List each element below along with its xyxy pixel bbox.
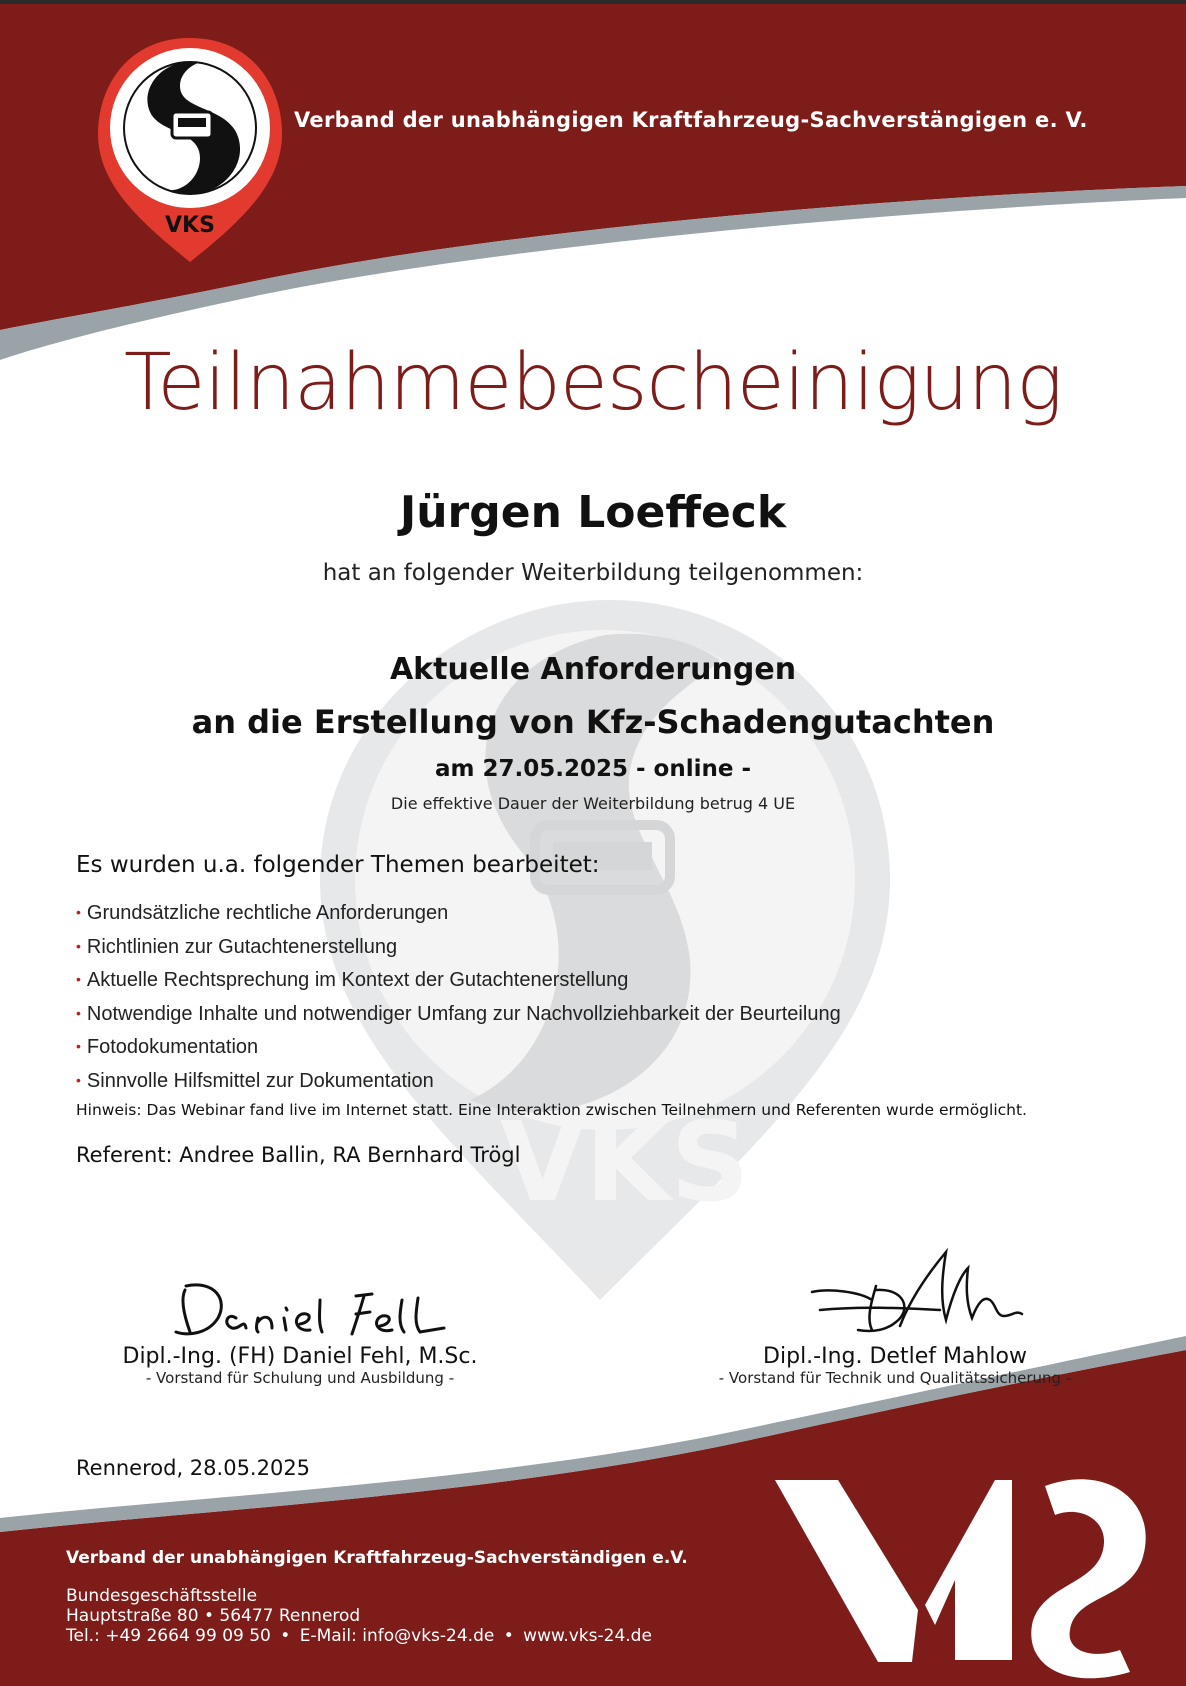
- webinar-hint: Hinweis: Das Webinar fand live im Internet statt. Eine Interaktion zwischen Teilnehmern und Referenten wurde ermöglicht.: [76, 1101, 1027, 1119]
- bullet-icon: •: [76, 1071, 81, 1088]
- signature-fehl: [176, 1285, 444, 1334]
- logo-mark: VKS: [165, 213, 215, 238]
- participation-intro: hat an folgender Weiterbildung teilgenommen:: [322, 560, 864, 586]
- course-title-line1: Aktuelle Anforderungen: [389, 652, 797, 687]
- bullet-icon: •: [76, 1004, 81, 1021]
- topic-item: • Sinnvolle Hilfsmittel zur Dokumentation: [76, 1069, 434, 1092]
- signatory-1-role: - Vorstand für Schulung und Ausbildung -: [145, 1369, 455, 1387]
- speakers: Referent: Andree Ballin, RA Bernhard Trögl: [76, 1143, 521, 1167]
- bullet-icon: •: [76, 971, 81, 988]
- signature-mahlow: [812, 1252, 1022, 1331]
- footer-website[interactable]: www.vks-24.de: [523, 1626, 652, 1646]
- footer-address: Hauptstraße 80 • 56477 Rennerod: [66, 1606, 361, 1626]
- signatory-2-name: Dipl.-Ing. Detlef Mahlow: [763, 1344, 1027, 1369]
- separator: •: [503, 1626, 514, 1646]
- bullet-icon: •: [76, 1038, 81, 1055]
- signatory-2-role: - Vorstand für Technik und Qualitätssicherung -: [718, 1369, 1072, 1387]
- topic-item: • Aktuelle Rechtsprechung im Kontext der Gutachtenerstellung: [76, 969, 629, 992]
- footer-org-name: Verband der unabhängigen Kraftfahrzeug-Sachverständigen e.V.: [66, 1548, 688, 1568]
- certificate-title: Teilnahmebescheinigung: [123, 338, 1063, 428]
- course-duration: Die effektive Dauer der Weiterbildung betrug 4 UE: [390, 794, 796, 813]
- course-title-line2: an die Erstellung von Kfz-Schadengutachten: [191, 703, 995, 741]
- topic-item: • Grundsätzliche rechtliche Anforderungen: [76, 902, 449, 924]
- org-header: Verband der unabhängigen Kraftfahrzeug-Sachverstängigen e. V.: [294, 108, 1088, 132]
- watermark-mark: VKS: [500, 1098, 750, 1226]
- footer-phone: Tel.: +49 2664 99 09 50: [66, 1626, 271, 1646]
- topic-item: • Richtlinien zur Gutachtenerstellung: [76, 935, 398, 958]
- footer-contact: [66, 1626, 652, 1646]
- participant-name: Jürgen Loeffeck: [399, 487, 787, 538]
- top-strip: [0, 0, 1186, 4]
- topic-item: • Fotodokumentation: [76, 1036, 259, 1059]
- topics-list: [76, 897, 841, 1099]
- place-date: Rennerod, 28.05.2025: [76, 1456, 311, 1480]
- bullet-icon: •: [76, 937, 81, 954]
- signatory-1-name: Dipl.-Ing. (FH) Daniel Fehl, M.Sc.: [122, 1344, 478, 1369]
- separator: •: [280, 1626, 291, 1646]
- footer-email[interactable]: E-Mail: info@vks-24.de: [299, 1626, 495, 1646]
- bullet-icon: •: [76, 904, 81, 920]
- course-date: am 27.05.2025 - online -: [434, 756, 752, 782]
- topics-heading: Es wurden u.a. folgender Themen bearbeitet:: [76, 852, 600, 878]
- footer-office: Bundesgeschäftsstelle: [66, 1586, 258, 1606]
- topic-item: • Notwendige Inhalte und notwendiger Umfang zur Nachvollziehbarkeit der Beurteilung: [76, 1002, 841, 1025]
